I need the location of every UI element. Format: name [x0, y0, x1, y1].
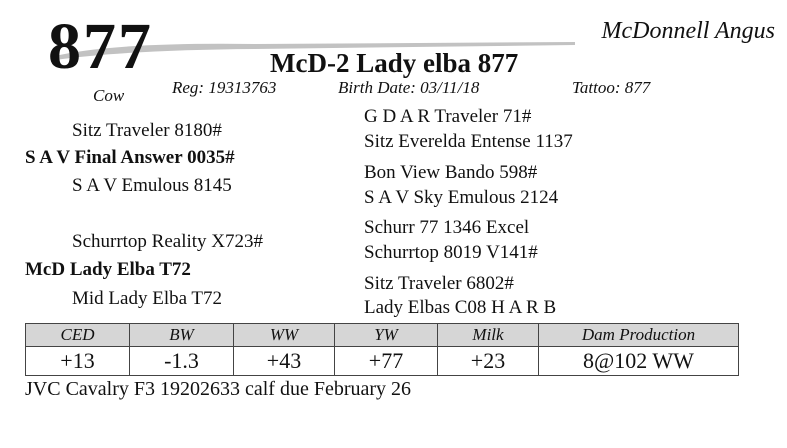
registration-number: Reg: 19313763: [172, 78, 277, 97]
pedigree-sire: S A V Final Answer 0035#: [25, 147, 235, 168]
epd-header-ww: WW: [234, 324, 335, 347]
birth-date: Birth Date: 03/11/18: [338, 78, 480, 97]
pedigree-sire-dam: S A V Emulous 8145: [72, 175, 232, 196]
epd-header-ced: CED: [26, 324, 130, 347]
pedigree-dam-dam: Mid Lady Elba T72: [72, 288, 223, 309]
calf-note: JVC Cavalry F3 19202633 calf due February 26: [25, 378, 412, 400]
animal-sex: Cow: [93, 86, 125, 105]
epd-header-dam-production: Dam Production: [539, 324, 739, 347]
lot-number: 877: [48, 10, 153, 83]
epd-value-ced: +13: [26, 347, 130, 376]
epd-header-bw: BW: [130, 324, 234, 347]
pedigree-dam: McD Lady Elba T72: [25, 259, 191, 280]
pedigree-sdd: S A V Sky Emulous 2124: [364, 187, 559, 208]
epd-value-bw: -1.3: [130, 347, 234, 376]
epd-value-yw: +77: [335, 347, 438, 376]
tattoo: Tattoo: 877: [572, 78, 651, 97]
epd-header-milk: Milk: [438, 324, 539, 347]
pedigree-dss: Schurr 77 1346 Excel: [364, 217, 530, 238]
epd-header-row: [26, 324, 739, 347]
pedigree-sds: Bon View Bando 598#: [364, 162, 538, 183]
epd-value-dam-production: 8@102 WW: [539, 347, 739, 376]
epd-table: [25, 323, 739, 376]
ranch-name: McDonnell Angus: [601, 18, 775, 44]
epd-value-ww: +43: [234, 347, 335, 376]
animal-name: McD-2 Lady elba 877: [270, 48, 519, 78]
epd-value-milk: +23: [438, 347, 539, 376]
epd-value-row: [26, 347, 739, 376]
pedigree-dsd: Schurrtop 8019 V141#: [364, 242, 538, 263]
pedigree-sire-sire: Sitz Traveler 8180#: [72, 120, 222, 141]
pedigree-ssd: Sitz Everelda Entense 1137: [364, 131, 573, 152]
epd-header-yw: YW: [335, 324, 438, 347]
pedigree-dds: Sitz Traveler 6802#: [364, 273, 514, 294]
pedigree-ddd: Lady Elbas C08 H A R B: [364, 297, 557, 318]
pedigree-sss: G D A R Traveler 71#: [364, 106, 532, 127]
pedigree-dam-sire: Schurrtop Reality X723#: [72, 231, 264, 252]
